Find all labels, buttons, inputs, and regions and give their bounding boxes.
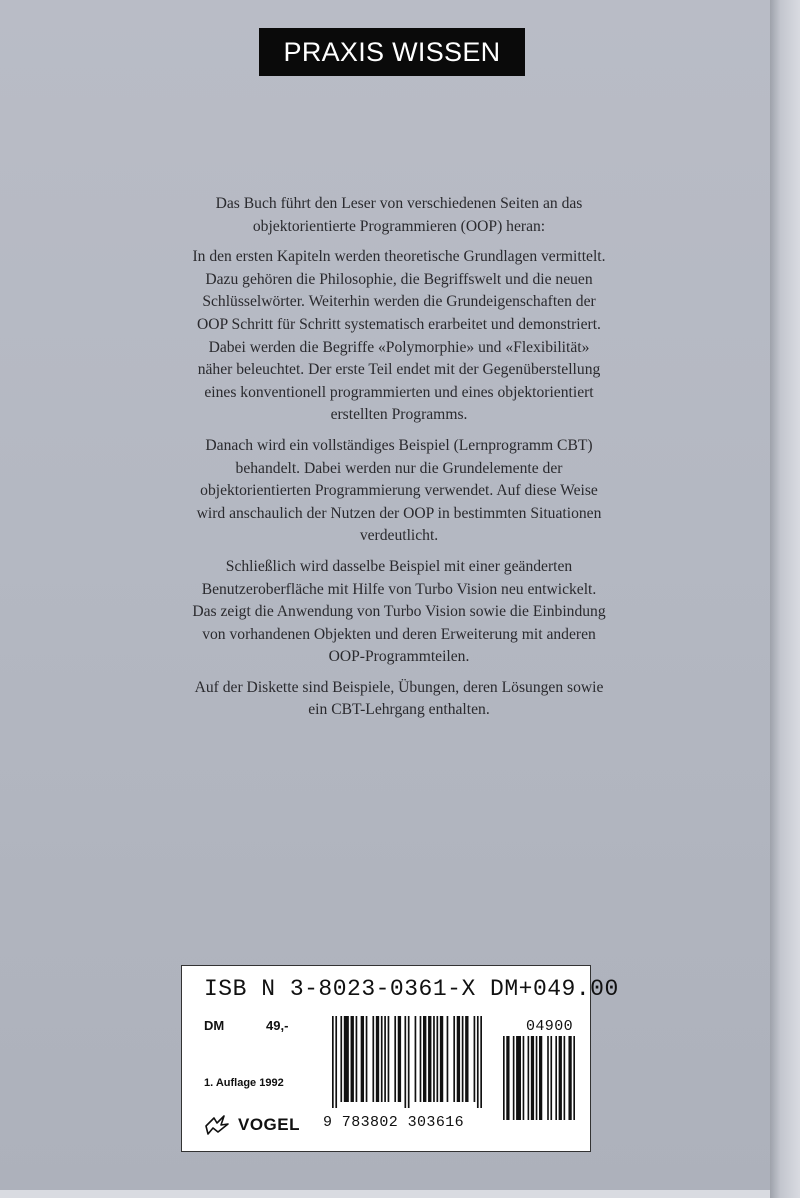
barcode-bar [506,1036,509,1120]
barcode-bar [516,1036,521,1120]
barcode-bar [513,1036,515,1120]
cover-bottom-edge [0,1190,770,1198]
barcode-bar [539,1036,542,1120]
barcode-bar [420,1016,422,1102]
isbn-line: ISB N 3-8023-0361-X DM+049.00 [204,976,619,1002]
barcode-bar [550,1036,552,1120]
blurb-paragraph-5: Auf der Diskette sind Beispiele, Übungen, deren Lösungen sowie ein CBT-Lehrgang enthalten. [194,678,604,719]
barcode-bar [394,1016,396,1102]
barcode-bar [536,1036,538,1120]
barcode-bar [503,1036,505,1120]
barcode-bar [398,1016,401,1102]
edition-note: 1. Auflage 1992 [204,1077,284,1089]
barcode-bar [453,1016,455,1102]
blurb-paragraph-3: Danach wird ein vollständiges Beispiel (Lernprogramm CBT) behandelt. Dabei werden nur die Grundelemente der objektorientierten Programmierung verwendet. Auf diese Weise wird anschaulich der Nutzen der OOP in bestimmten Situationen verdeutlicht. [196,436,602,545]
barcode-bar [440,1016,443,1102]
barcode-bar [361,1016,364,1102]
barcode-bar [523,1036,525,1120]
series-banner: PRAXIS WISSEN [259,28,525,76]
barcode-bar [388,1016,390,1102]
barcode-bar [408,1016,410,1108]
barcode-bar [559,1036,562,1120]
barcode-bar [564,1036,566,1120]
barcode-bar [356,1016,358,1102]
barcode-bar [462,1016,464,1102]
barcode-label [181,965,619,1152]
price-value: 49,- [266,1018,289,1033]
barcode-bar [474,1016,476,1102]
blurb-paragraph-4: Schließlich wird dasselbe Beispiel mit einer geänderten Benutzeroberfläche mit Hilfe von Turbo Vision neu entwickelt. Das zeigt die Anwendung von Turbo Vision sowie die Einbindung von vorhandenen Objekten und deren Erweiterung mit anderen OOP-Programmteilen. [192,557,606,666]
barcode-bar [384,1016,386,1102]
barcode-bar [415,1016,417,1102]
blurb-paragraph-1: Das Buch führt den Leser von verschiedenen Seiten an das objektorientierte Programmieren (OOP) heran: [215,195,583,235]
price-currency: DM [204,1018,225,1033]
barcode-bar [480,1016,482,1108]
barcode-bar [457,1016,460,1102]
barcode-bar [404,1016,406,1108]
barcode-bar [340,1016,342,1102]
barcode-bar [376,1016,379,1102]
barcode-digits: 9 783802 303616 [323,1114,465,1131]
blurb-text [190,193,608,730]
barcode-bar [344,1016,349,1102]
barcode-bar [531,1036,534,1120]
barcode-bar [555,1036,557,1120]
addon-digits: 04900 [526,1018,574,1035]
barcode-bar [381,1016,383,1102]
cover-edge [770,0,800,1198]
addon-barcode [503,1036,575,1126]
barcode-bar [568,1036,571,1120]
vogel-bird-icon [204,1114,230,1136]
blurb-paragraph-2: In den ersten Kapiteln werden theoretische Grundlagen vermittelt. Dazu gehören die Philosophie, die Begriffswelt und die neuen Schlüsselwörter. Weiterhin werden die Grundeigenschaften der OOP Schritt für Schritt systematisch erarbeitet und demonstriert. Dabei werden die Begriffe «Polymorphie» und «Flexibilität» näher beleuchtet. Der erste Teil endet mit der Gegenüberstellung eines konventionell programmierten und eines objektorientiert erstellten Programms. [192,248,606,424]
barcode-bar [465,1016,468,1102]
barcode-bar [423,1016,426,1102]
barcode-bar [447,1016,449,1102]
publisher-name: VOGEL [238,1115,301,1134]
barcode-bar [547,1036,549,1120]
barcode-bar [351,1016,354,1102]
barcode-bar [372,1016,374,1102]
barcode-bar [436,1016,438,1102]
barcode-bar [428,1016,431,1102]
barcode-bar [573,1036,575,1120]
barcode-bar [366,1016,368,1102]
barcode-bar [477,1016,479,1108]
barcode-bar [335,1016,337,1108]
barcode-bar [332,1016,334,1108]
barcode-bar [433,1016,435,1102]
ean-barcode [332,1016,482,1108]
publisher-logo [204,1112,300,1138]
barcode-bar [528,1036,530,1120]
